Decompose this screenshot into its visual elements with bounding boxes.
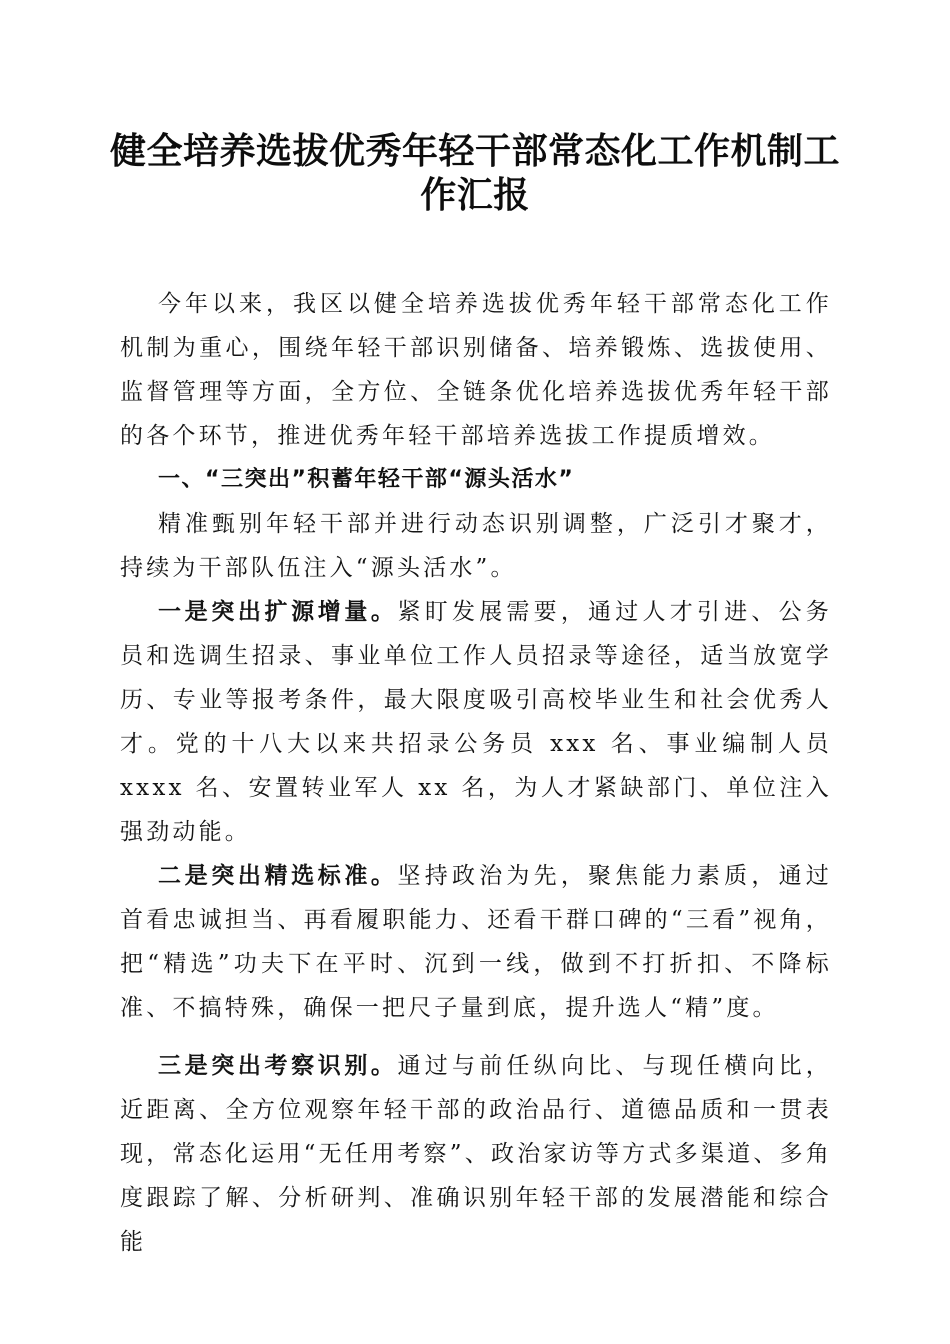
document-title bbox=[100, 130, 850, 218]
title-line-2: 作汇报 bbox=[420, 175, 530, 216]
point-1-paragraph bbox=[120, 590, 832, 854]
title-line-1: 健全培养选拔优秀年轻干部常态化工作机制工 bbox=[109, 131, 840, 172]
document-body bbox=[120, 282, 832, 1264]
section-1-heading: 一、“三突出”积蓄年轻干部“源头活水” bbox=[158, 467, 575, 492]
point-1-lead: 一是突出扩源增量。 bbox=[158, 599, 398, 625]
point-2-paragraph bbox=[120, 854, 832, 1030]
point-2-text: 坚持政治为先，聚焦能力素质，通过首看忠诚担当、再看履职能力、还看干群口碑的“三看”视角，把“精选”功夫下在平时、沉到一线，做到不打折扣、不降标准、不搞特殊，确保一把尺子量到底，提升选人“精”度。 bbox=[120, 863, 832, 1021]
paragraph-spacer bbox=[120, 1030, 832, 1044]
point-2-lead: 二是突出精选标准。 bbox=[158, 863, 398, 889]
point-3-paragraph bbox=[120, 1044, 832, 1264]
intro-paragraph: 今年以来，我区以健全培养选拔优秀年轻干部常态化工作机制为重心，围绕年轻干部识别储备、培养锻炼、选拔使用、监督管理等方面，全方位、全链条优化培养选拔优秀年轻干部的各个环节，推进优秀年轻干部培养选拔工作提质增效。 bbox=[120, 291, 832, 449]
section-1-summary: 精准甄别年轻干部并进行动态识别调整，广泛引才聚才，持续为干部队伍注入“源头活水”。 bbox=[120, 511, 832, 581]
point-1-text: 紧盯发展需要，通过人才引进、公务员和选调生招录、事业单位工作人员招录等途径，适当放宽学历、专业等报考条件，最大限度吸引高校毕业生和社会优秀人才。党的十八大以来共招录公务员 xxx 名、事业编制人员 xxxx 名、安置转业军人 xx 名，为人才紧缺部门、单位注入强劲动能。 bbox=[120, 599, 832, 845]
point-3-lead: 三是突出考察识别。 bbox=[158, 1053, 398, 1079]
point-3-text: 通过与前任纵向比、与现任横向比，近距离、全方位观察年轻干部的政治品行、道德品质和一贯表现，常态化运用“无任用考察”、政治家访等方式多渠道、多角度跟踪了解、分析研判、准确识别年轻干部的发展潜能和综合能 bbox=[120, 1053, 832, 1255]
